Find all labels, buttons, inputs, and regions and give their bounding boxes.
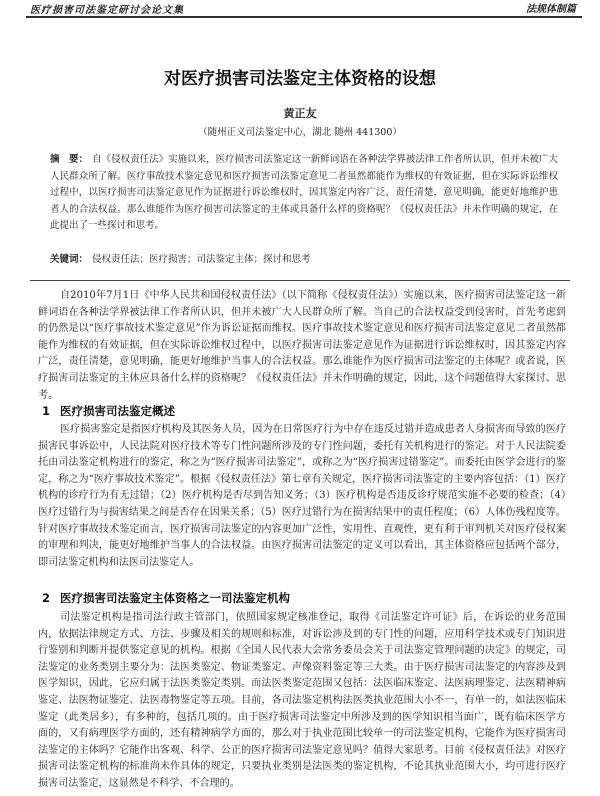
section-1-heading <box>42 403 185 419</box>
section-1-title: 医疗损害司法鉴定概述 <box>60 404 176 418</box>
abstract-label: 摘 要： <box>50 154 89 165</box>
journal-name: 医疗损害司法鉴定研讨会论文集 <box>30 5 184 16</box>
intro-paragraph: 自2010年7月1日《中华人民共和国侵权责任法》（以下简称《侵权责任法》）实施以来，医疗损害司法鉴定这一新鲜词语在各种法学界被法律工作者所认识，但并未被广大人民群众所了解。当自己的合法权益受到侵害时，首先考虑到的仍然是以“医疗事故技术鉴定意见”作为诉讼证据而维权。医疗事故技术鉴定意见和医疗损害司法鉴定意见二者虽然都能作为维权的有效证据，但在实际诉讼维权过程中，以医疗损害司法鉴定意见作为证据进行诉讼维权时，因其鉴定内容广泛，责任清楚，意见明确，能更好地维护当事人的合法权益。那么谁能作为医疗损害司法鉴定的主体呢？或者说，医疗损害司法鉴定的主体应具备什么样的资格呢？《侵权责任法》并未作明确的规定，因此，这个问题值得大家探讨、思考。 <box>38 290 566 401</box>
divider <box>30 280 570 281</box>
author-name: 黄正友 <box>283 107 317 120</box>
keywords-label: 关键词： <box>50 254 89 265</box>
keywords-text: 侵权责任法；医疗损害；司法鉴定主体；探讨和思考 <box>92 254 311 265</box>
section-1-number: 1 <box>42 404 51 418</box>
section-2-title: 医疗损害司法鉴定主体资格之一司法鉴定机构 <box>60 591 291 605</box>
column-name: 法规体制篇 <box>526 4 576 15</box>
keywords <box>50 252 558 268</box>
section-2-number: 2 <box>42 591 51 605</box>
section-2-paragraph: 司法鉴定机构是指司法行政主管部门，依照国家规定核准登记，取得《司法鉴定许可证》后，在诉讼的业务范围内，依据法律规定方式、方法、步骤及相关的规则和标准，对诉讼涉及到的专门性的问题，应用科学技术或专门知识进行鉴别和判断并提供鉴定意见的机构。根据《全国人民代表大会常务委员会关于司法鉴定管理问题的决定》的规定，司法鉴定的业务类别主要分为：法医类鉴定、物证类鉴定、声像资料鉴定等三大类。由于医疗损害司法鉴定的内容涉及到医学知识，因此，它应归属于法医类鉴定类别。而法医类鉴定范围又包括：法医临床鉴定、法医病理鉴定、法医精神病鉴定、法医物证鉴定、法医毒物鉴定等五项。目前，各司法鉴定机构法医类执业范围大小不一，有单一的，如法医临床鉴定（此类居多），有多种的，包括几项的。由于医疗损害司法鉴定中所涉及到的医学知识相当面广，既有临床医学方面的，又有病理医学方面的，还有精神病学方面的，那么对于执业范围比较单一的司法鉴定机构，它能作为医疗损害司法鉴定的主体吗？它能作出客观、科学、公正的医疗损害司法鉴定意见吗？值得大家思考。目前《侵权责任法》对医疗损害司法鉴定机构的标准尚未作具体的规定，只要执业类别是法医类的鉴定机构，不论其执业范围大小，均可进行医疗损害司法鉴定，这显然是不科学、不合理的。 <box>38 612 566 789</box>
abstract-text: 自《侵权责任法》实施以来，医疗损害司法鉴定这一新鲜词语在各种法学界被法律工作者所认识，但并未被广大人民群众所了解。医疗事故技术鉴定意见和医疗损害司法鉴定意见二者虽然都能作为维权的有效证据，但在实际诉讼维权过程中，以医疗损害司法鉴定意见作为证据进行诉讼维权时，因其鉴定内容广泛，责任清楚，意见明确，能更好地维护患者人的合法权益。那么谁能作为医疗损害司法鉴定的主体或具备什么样的资格呢？《侵权责任法》并未作明确的规定，在此提出了一些探讨和思考。 <box>50 154 558 232</box>
abstract <box>50 152 558 235</box>
author-affiliation: （随州正义司法鉴定中心，湖北 随州 441300） <box>198 127 402 138</box>
section-1-paragraph: 医疗损害鉴定是指医疗机构及其医务人员，因为在日常医疗行为中存在违反过错并造成患者人身损害而导致的医疗损害民事诉讼中，人民法院对医疗技术等专门性问题所涉及的专门性问题，委托有关机构进行的鉴定。对于人民法院委托由司法鉴定机构进行的鉴定，称之为“医疗损害司法鉴定”，或称之为“医疗损害过错鉴定”。而委托由医学会进行的鉴定，称之为“医疗事故技术鉴定”。根据《侵权责任法》第七章有关规定，医疗损害司法鉴定的主要内容包括：（1）医疗机构的诊疗行为有无过错；（2）医疗机构是否尽到告知义务；（3）医疗机构是否违反诊疗规范实施不必要的检查；（4）医疗过错行为与损害结果之间是否存在因果关系；（5）医疗过错行为在损害结果中的责任程度；（6）人体伤残程度等。针对医疗事故技术鉴定而言，医疗损害司法鉴定的内容更加广泛性，实用性、直观性，更有利于审判机关对医疗侵权案的审理和判决，能更好地维护当事人的合法权益。由医疗损害司法鉴定的定义可以看出，其主体资格应包括两个部分，即司法鉴定机构和法医司法鉴定人。 <box>38 424 566 568</box>
section-2-heading <box>42 590 300 606</box>
paper-title: 对医疗损害司法鉴定主体资格的设想 <box>164 69 436 89</box>
running-header <box>26 0 582 18</box>
